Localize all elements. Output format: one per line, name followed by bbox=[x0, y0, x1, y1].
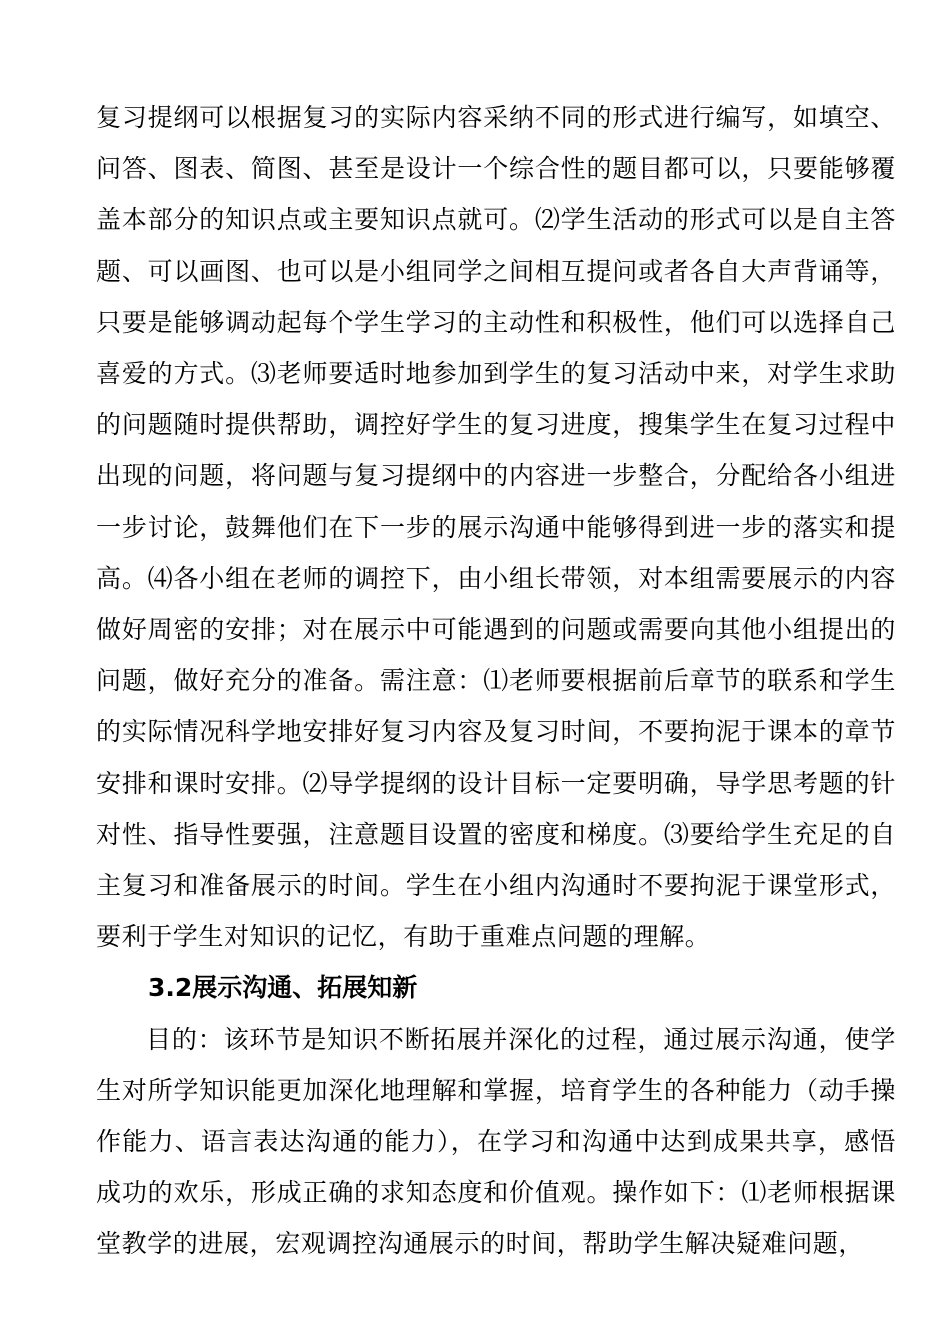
document-page bbox=[96, 92, 896, 1270]
section-title: 展示沟通、拓展知新 bbox=[192, 973, 418, 1003]
section-number: 3.2 bbox=[148, 973, 193, 1003]
body-paragraph-2: 目的：该环节是知识不断拓展并深化的过程，通过展示沟通，使学生对所学知识能更加深化地理解和掌握，培育学生的各种能力（动手操作能力、语言表达沟通的能力），在学习和沟通中达到成果共享，感悟成功的欢乐，形成正确的求知态度和价值观。操作如下：⑴老师根据课堂教学的进展，宏观调控沟通展示的时间，帮助学生解决疑难问题， bbox=[96, 1024, 896, 1259]
body-paragraph-1: 复习提纲可以根据复习的实际内容采纳不同的形式进行编写，如填空、问答、图表、简图、甚至是设计一个综合性的题目都可以，只要能够覆盖本部分的知识点或主要知识点就可。⑵学生活动的形式可以是自主答题、可以画图、也可以是小组同学之间相互提问或者各自大声背诵等，只要是能够调动起每个学生学习的主动性和积极性，他们可以选择自己喜爱的方式。⑶老师要适时地参加到学生的复习活动中来，对学生求助的问题随时提供帮助，调控好学生的复习进度，搜集学生在复习过程中出现的问题，将问题与复习提纲中的内容进一步整合，分配给各小组进一步讨论，鼓舞他们在下一步的展示沟通中能够得到进一步的落实和提高。⑷各小组在老师的调控下，由小组长带领，对本组需要展示的内容做好周密的安排；对在展示中可能遇到的问题或需要向其他小组提出的问题，做好充分的准备。需注意：⑴老师要根据前后章节的联系和学生的实际情况科学地安排好复习内容及复习时间，不要拘泥于课本的章节安排和课时安排。⑵导学提纲的设计目标一定要明确，导学思考题的针对性、指导性要强，注意题目设置的密度和梯度。⑶要给学生充足的自主复习和准备展示的时间。学生在小组内沟通时不要拘泥于课堂形式，要利于学生对知识的记忆，有助于重难点问题的理解。 bbox=[96, 103, 896, 952]
section-heading bbox=[96, 962, 896, 1013]
